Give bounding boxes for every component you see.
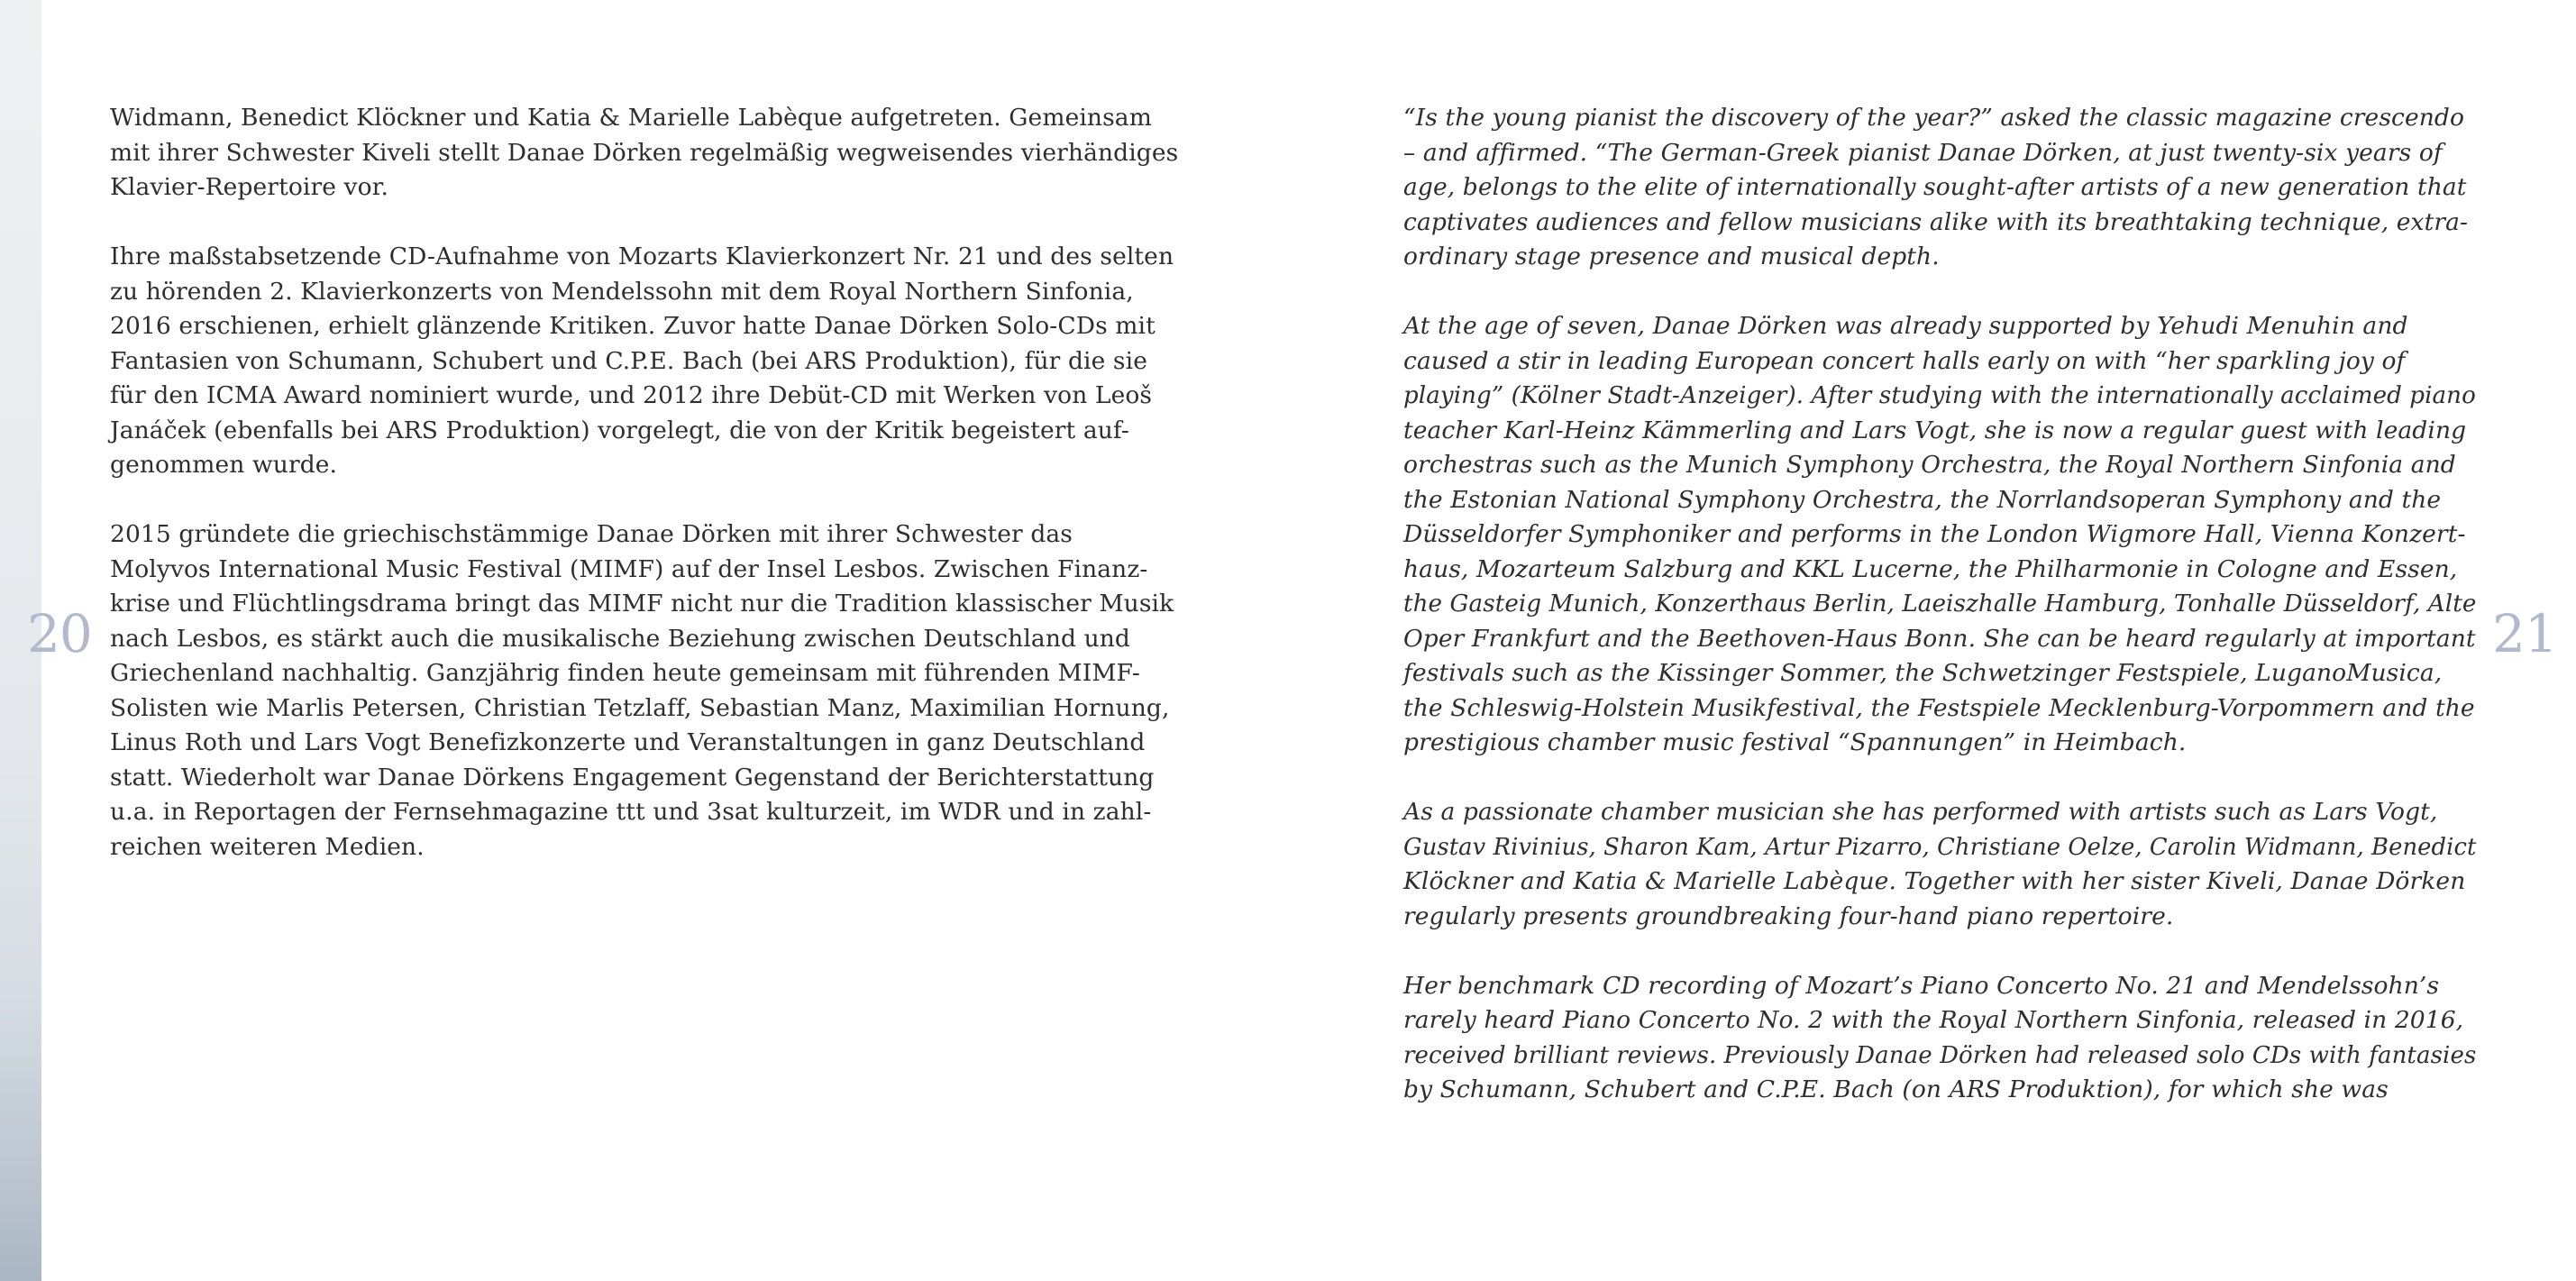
text-line: the Gasteig Munich, Konzerthaus Berlin, Laeiszhalle Hamburg, Tonhalle Düsseldorf, Alte <box>1403 590 2477 618</box>
left-paragraph <box>110 101 1192 206</box>
text-line: reichen weiteren Medien. <box>110 832 425 861</box>
right-paragraph <box>1403 309 2476 761</box>
text-line: Solisten wie Marlis Petersen, Christian Tetzlaff, Sebastian Manz, Maximilian Hornung, <box>110 693 1170 722</box>
text-line: playing” (Kölner Stadt-Anzeiger). After studying with the internationally acclaimed piano <box>1403 381 2476 409</box>
text-line: Janáček (ebenfalls bei ARS Produktion) vorgelegt, die von der Kritik begeistert auf- <box>110 416 1129 444</box>
text-line: received brilliant reviews. Previously Danae Dörken had released solo CDs with fantasies <box>1403 1040 2477 1069</box>
text-line: teacher Karl-Heinz Kämmerling and Lars Vogt, she is now a regular guest with leading <box>1403 416 2467 444</box>
right-paragraph <box>1403 969 2476 1108</box>
text-line: Her benchmark CD recording of Mozart’s Piano Concerto No. 21 and Mendelssohn’s <box>1403 971 2440 1000</box>
text-line: “Is the young pianist the discovery of the year?” asked the classic magazine crescendo <box>1403 104 2465 132</box>
text-line: Molyvos International Music Festival (MIMF) auf der Insel Lesbos. Zwischen Finanz- <box>110 554 1148 583</box>
paragraph-gap <box>1403 934 2476 969</box>
text-line: 2016 erschienen, erhielt glänzende Kritiken. Zuvor hatte Danae Dörken Solo-CDs mit <box>110 312 1156 340</box>
left-paragraph <box>110 240 1192 483</box>
text-line: Widmann, Benedict Klöckner und Katia & Marielle Labèque aufgetreten. Gemeinsam <box>110 104 1152 132</box>
page-number-right: 21 <box>2492 603 2557 664</box>
paragraph-gap <box>1403 761 2476 796</box>
text-line: haus, Mozarteum Salzburg and KKL Lucerne, the Philharmonie in Cologne and Essen, <box>1403 554 2458 583</box>
paragraph-gap <box>1403 275 2476 310</box>
text-line: – and affirmed. “The German-Greek pianist Danae Dörken, at just twenty-six years of <box>1403 138 2443 167</box>
page-number-left: 20 <box>27 603 92 664</box>
text-line: At the age of seven, Danae Dörken was already supported by Yehudi Menuhin and <box>1403 312 2408 340</box>
right-paragraph <box>1403 101 2476 275</box>
text-line: statt. Wiederholt war Danae Dörkens Engagement Gegenstand der Berichterstattung <box>110 763 1155 791</box>
text-line: Düsseldorfer Symphoniker and performs in the London Wigmore Hall, Vienna Konzert- <box>1403 520 2466 548</box>
text-line: the Estonian National Symphony Orchestra, the Norrlandsoperan Symphony and the <box>1403 485 2442 514</box>
text-line: mit ihrer Schwester Kiveli stellt Danae Dörken regelmäßig wegweisendes vierhändiges <box>110 138 1179 167</box>
text-line: regularly presents groundbreaking four-hand piano repertoire. <box>1403 901 2174 930</box>
right-text-column <box>1403 101 2476 1108</box>
text-line: Linus Roth und Lars Vogt Benefizkonzerte und Veranstaltungen in ganz Deutschland <box>110 728 1146 756</box>
text-line: Klöckner and Katia & Marielle Labèque. Together with her sister Kiveli, Danae Dörken <box>1403 867 2466 895</box>
paragraph-gap <box>110 206 1192 241</box>
text-line: für den ICMA Award nominiert wurde, und 2012 ihre Debüt-CD mit Werken von Leoš <box>110 381 1153 409</box>
text-line: As a passionate chamber musician she has performed with artists such as Lars Vogt, <box>1403 798 2438 826</box>
right-paragraph <box>1403 795 2476 934</box>
text-line: Gustav Rivinius, Sharon Kam, Artur Pizarro, Christiane Oelze, Carolin Widmann, Benedict <box>1403 832 2477 861</box>
text-line: caused a stir in leading European concert halls early on with “her sparkling joy of <box>1403 346 2406 375</box>
text-line: Fantasien von Schumann, Schubert und C.P.E. Bach (bei ARS Produktion), für die sie <box>110 346 1147 375</box>
text-line: nach Lesbos, es stärkt auch die musikalische Beziehung zwischen Deutschland und <box>110 624 1130 653</box>
text-line: prestigious chamber music festival “Spannungen” in Heimbach. <box>1403 728 2187 756</box>
text-line: Ihre maßstabsetzende CD-Aufnahme von Mozarts Klavierkonzert Nr. 21 und des selten <box>110 242 1174 270</box>
left-text-column <box>110 101 1192 865</box>
paragraph-gap <box>110 483 1192 518</box>
text-line: krise und Flüchtlingsdrama bringt das MIMF nicht nur die Tradition klassischer Musik <box>110 590 1174 618</box>
text-line: Oper Frankfurt and the Beethoven-Haus Bonn. She can be heard regularly at important <box>1403 624 2476 653</box>
text-line: by Schumann, Schubert and C.P.E. Bach (on ARS Produktion), for which she was <box>1403 1075 2389 1103</box>
text-line: ordinary stage presence and musical depth. <box>1403 242 1940 270</box>
text-line: the Schleswig-Holstein Musikfestival, the Festspiele Mecklenburg-Vorpommern and the <box>1403 693 2475 722</box>
text-line: festivals such as the Kissinger Sommer, the Schwetzinger Festspiele, LuganoMusica, <box>1403 659 2443 687</box>
text-line: u.a. in Reportagen der Fernsehmagazine ttt und 3sat kulturzeit, im WDR und in zahl- <box>110 798 1152 826</box>
text-line: genommen wurde. <box>110 451 338 479</box>
text-line: age, belongs to the elite of internationally sought-after artists of a new generation that <box>1403 173 2467 201</box>
text-line: Klavier-Repertoire vor. <box>110 173 389 201</box>
text-line: rarely heard Piano Concerto No. 2 with the Royal Northern Sinfonia, released in 2016, <box>1403 1006 2464 1034</box>
text-line: 2015 gründete die griechischstämmige Danae Dörken mit ihrer Schwester das <box>110 520 1073 548</box>
text-line: orchestras such as the Munich Symphony Orchestra, the Royal Northern Sinfonia and <box>1403 451 2456 479</box>
text-line: Griechenland nachhaltig. Ganzjährig finden heute gemeinsam mit führenden MIMF- <box>110 659 1140 687</box>
text-line: zu hörenden 2. Klavierkonzerts von Mendelssohn mit dem Royal Northern Sinfonia, <box>110 277 1134 306</box>
text-line: captivates audiences and fellow musicians alike with its breathtaking technique, extra- <box>1403 207 2469 236</box>
left-paragraph <box>110 517 1192 865</box>
